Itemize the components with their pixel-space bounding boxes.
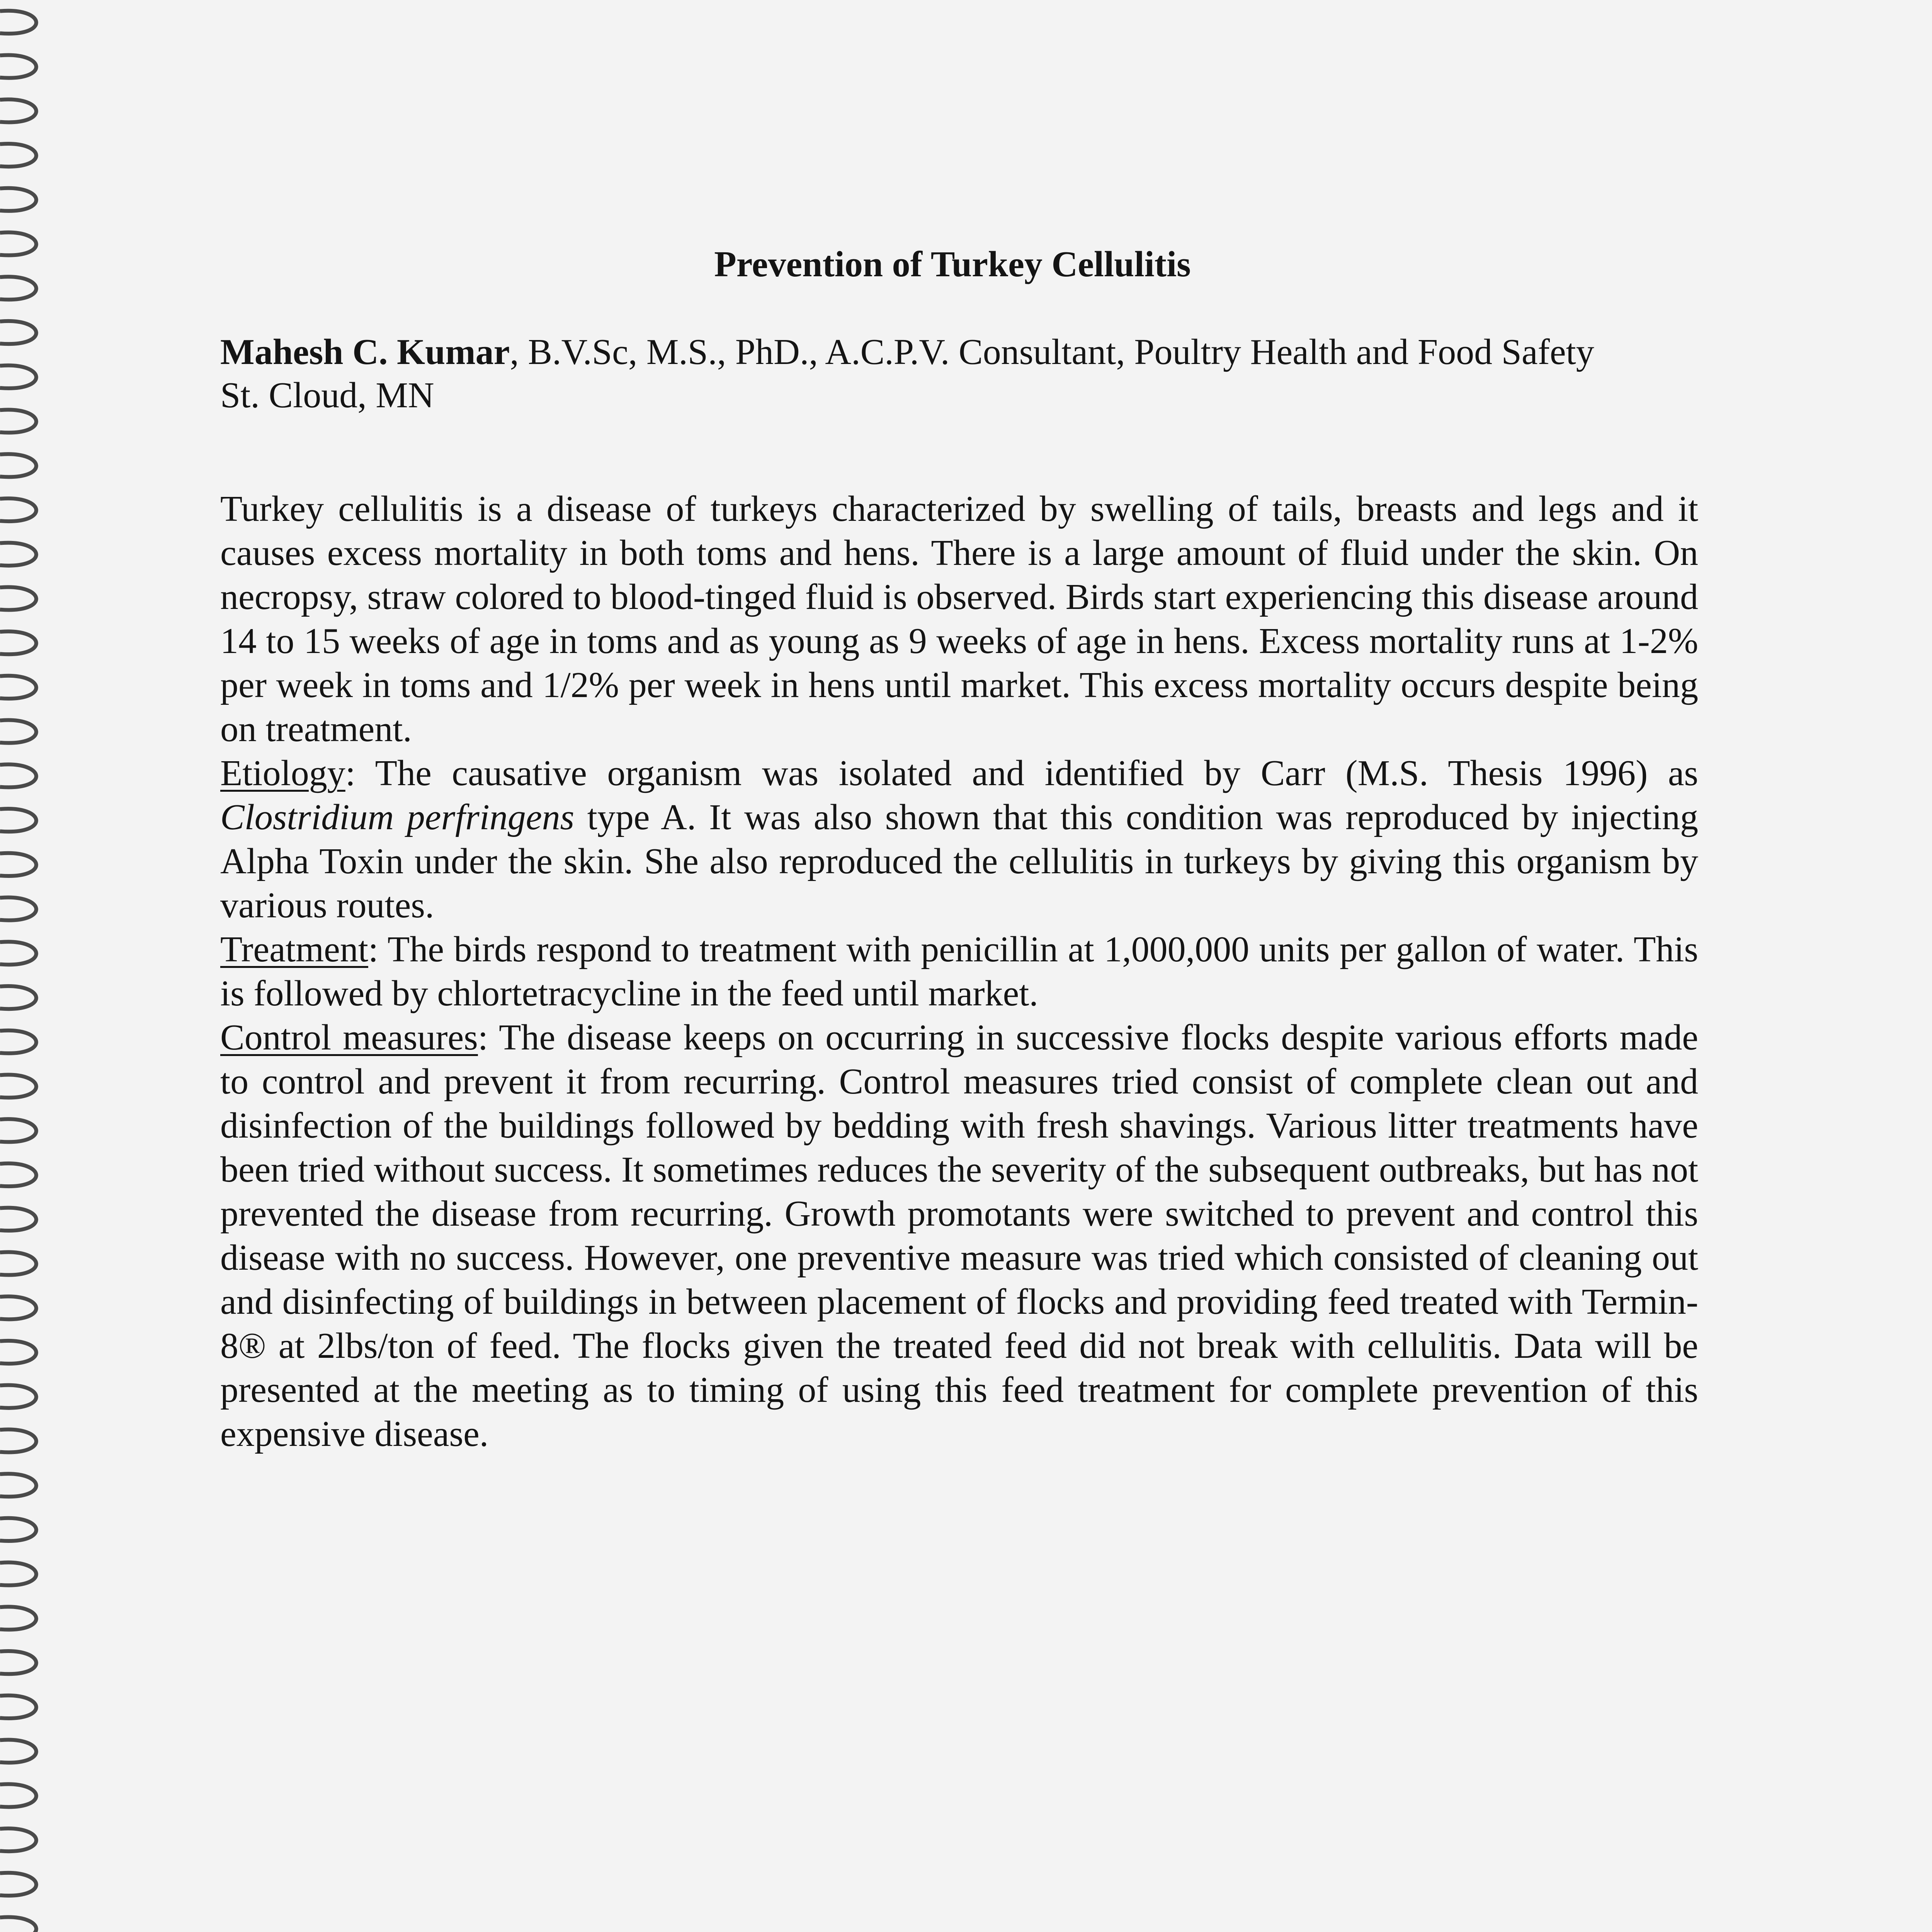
spiral-loop — [0, 321, 36, 344]
etiology-paragraph — [220, 751, 1698, 927]
spiral-loop — [0, 410, 36, 432]
author-location: St. Cloud, MN — [220, 375, 434, 415]
spiral-loop — [0, 764, 36, 787]
treatment-text: : The birds respond to treatment with penicillin at 1,000,000 units per gallon of water. This is followed by chlortetracycline in the feed until market. — [220, 929, 1698, 1014]
spiral-loop — [0, 1031, 36, 1053]
control-text: : The disease keeps on occurring in successive flocks despite various efforts made to control and prevent it from recurring. Control measures tried consist of complete clean out and disinfection of the buildings followed by bedding with fresh shavings. Various litter treatments have been tried without success. It sometimes reduces the severity of the subsequent outbreaks, but has not prevented the disease from recurring. Growth promotants were switched to prevent and control this disease with no success. However, one preventive measure was tried which consisted of cleaning out and disinfecting of buildings in between placement of flocks and providing feed treated with Termin-8® at 2lbs/ton of feed. The flocks given the treated feed did not break with cellulitis. Data will be presented at the meeting as to timing of using this feed treatment for complete prevention of this expensive disease. — [220, 1017, 1698, 1454]
spiral-loop — [0, 55, 36, 78]
spiral-loop — [0, 1474, 36, 1497]
spiral-loop — [0, 498, 36, 521]
etiology-heading: Etiology — [220, 753, 345, 793]
author-line — [220, 330, 1698, 374]
spiral-loop — [0, 1252, 36, 1275]
spiral-loop — [0, 809, 36, 832]
spiral-loop — [0, 1828, 36, 1851]
spiral-loop — [0, 366, 36, 388]
treatment-heading: Treatment — [220, 929, 368, 969]
article-body — [220, 487, 1698, 1456]
spiral-loop — [0, 1208, 36, 1231]
spiral-loop — [0, 853, 36, 876]
etiology-organism: Clostridium perfringens — [220, 797, 575, 837]
spiral-loop — [0, 144, 36, 167]
author-block — [220, 330, 1698, 417]
spiral-loop — [0, 454, 36, 477]
spiral-loop — [0, 1917, 36, 1932]
author-name: Mahesh C. Kumar — [220, 332, 510, 372]
intro-paragraph: Turkey cellulitis is a disease of turkeys characterized by swelling of tails, breasts and legs and it causes excess mortality in both toms and hens. There is a large amount of fluid under the skin. On necropsy, straw colored to blood-tinged fluid is observed. Birds start experiencing this disease around 14 to 15 weeks of age in toms and as young as 9 weeks of age in hens. Excess mortality runs at 1-2% per week in toms and 1/2% per week in hens until market. This excess mortality occurs despite being on treatment. — [220, 489, 1698, 749]
spiral-loop — [0, 99, 36, 122]
spiral-loop — [0, 543, 36, 566]
spiral-loop — [0, 1651, 36, 1674]
spiral-loop — [0, 1518, 36, 1541]
author-credentials: , B.V.Sc, M.S., PhD., A.C.P.V. Consultant, Poultry Health and Food Safety — [510, 332, 1594, 372]
page-title: Prevention of Turkey Cellulitis — [714, 244, 1191, 284]
spiral-loop — [0, 188, 36, 211]
spiral-loop — [0, 631, 36, 654]
spiral-loop — [0, 1385, 36, 1408]
etiology-text-after: type A. It was also shown that this condition was reproduced by injecting Alpha Toxin under the skin. She also reproduced the cellulitis in turkeys by giving this organism by various routes. — [220, 797, 1698, 925]
spiral-loop — [0, 1075, 36, 1097]
control-heading: Control measures — [220, 1017, 478, 1058]
treatment-paragraph — [220, 927, 1698, 1015]
spiral-loop — [0, 676, 36, 699]
spiral-loop — [0, 1429, 36, 1452]
spiral-loop — [0, 720, 36, 743]
spiral-loop — [0, 1563, 36, 1585]
spiral-loop — [0, 1696, 36, 1718]
spiral-loop — [0, 1341, 36, 1364]
spiral-loop — [0, 942, 36, 964]
spiral-loop — [0, 1163, 36, 1186]
etiology-text-before: : The causative organism was isolated and identified by Carr (M.S. Thesis 1996) as — [345, 753, 1698, 793]
spiral-binding — [0, 0, 58, 1932]
control-paragraph — [220, 1015, 1698, 1456]
spiral-loop — [0, 986, 36, 1009]
spiral-loop — [0, 11, 36, 34]
spiral-loop — [0, 587, 36, 610]
spiral-loop — [0, 1119, 36, 1142]
spiral-loop — [0, 1784, 36, 1807]
spiral-loop — [0, 898, 36, 920]
spiral-loop — [0, 1607, 36, 1629]
spiral-loop — [0, 1296, 36, 1319]
spiral-loop — [0, 1740, 36, 1763]
spiral-loop — [0, 1873, 36, 1896]
